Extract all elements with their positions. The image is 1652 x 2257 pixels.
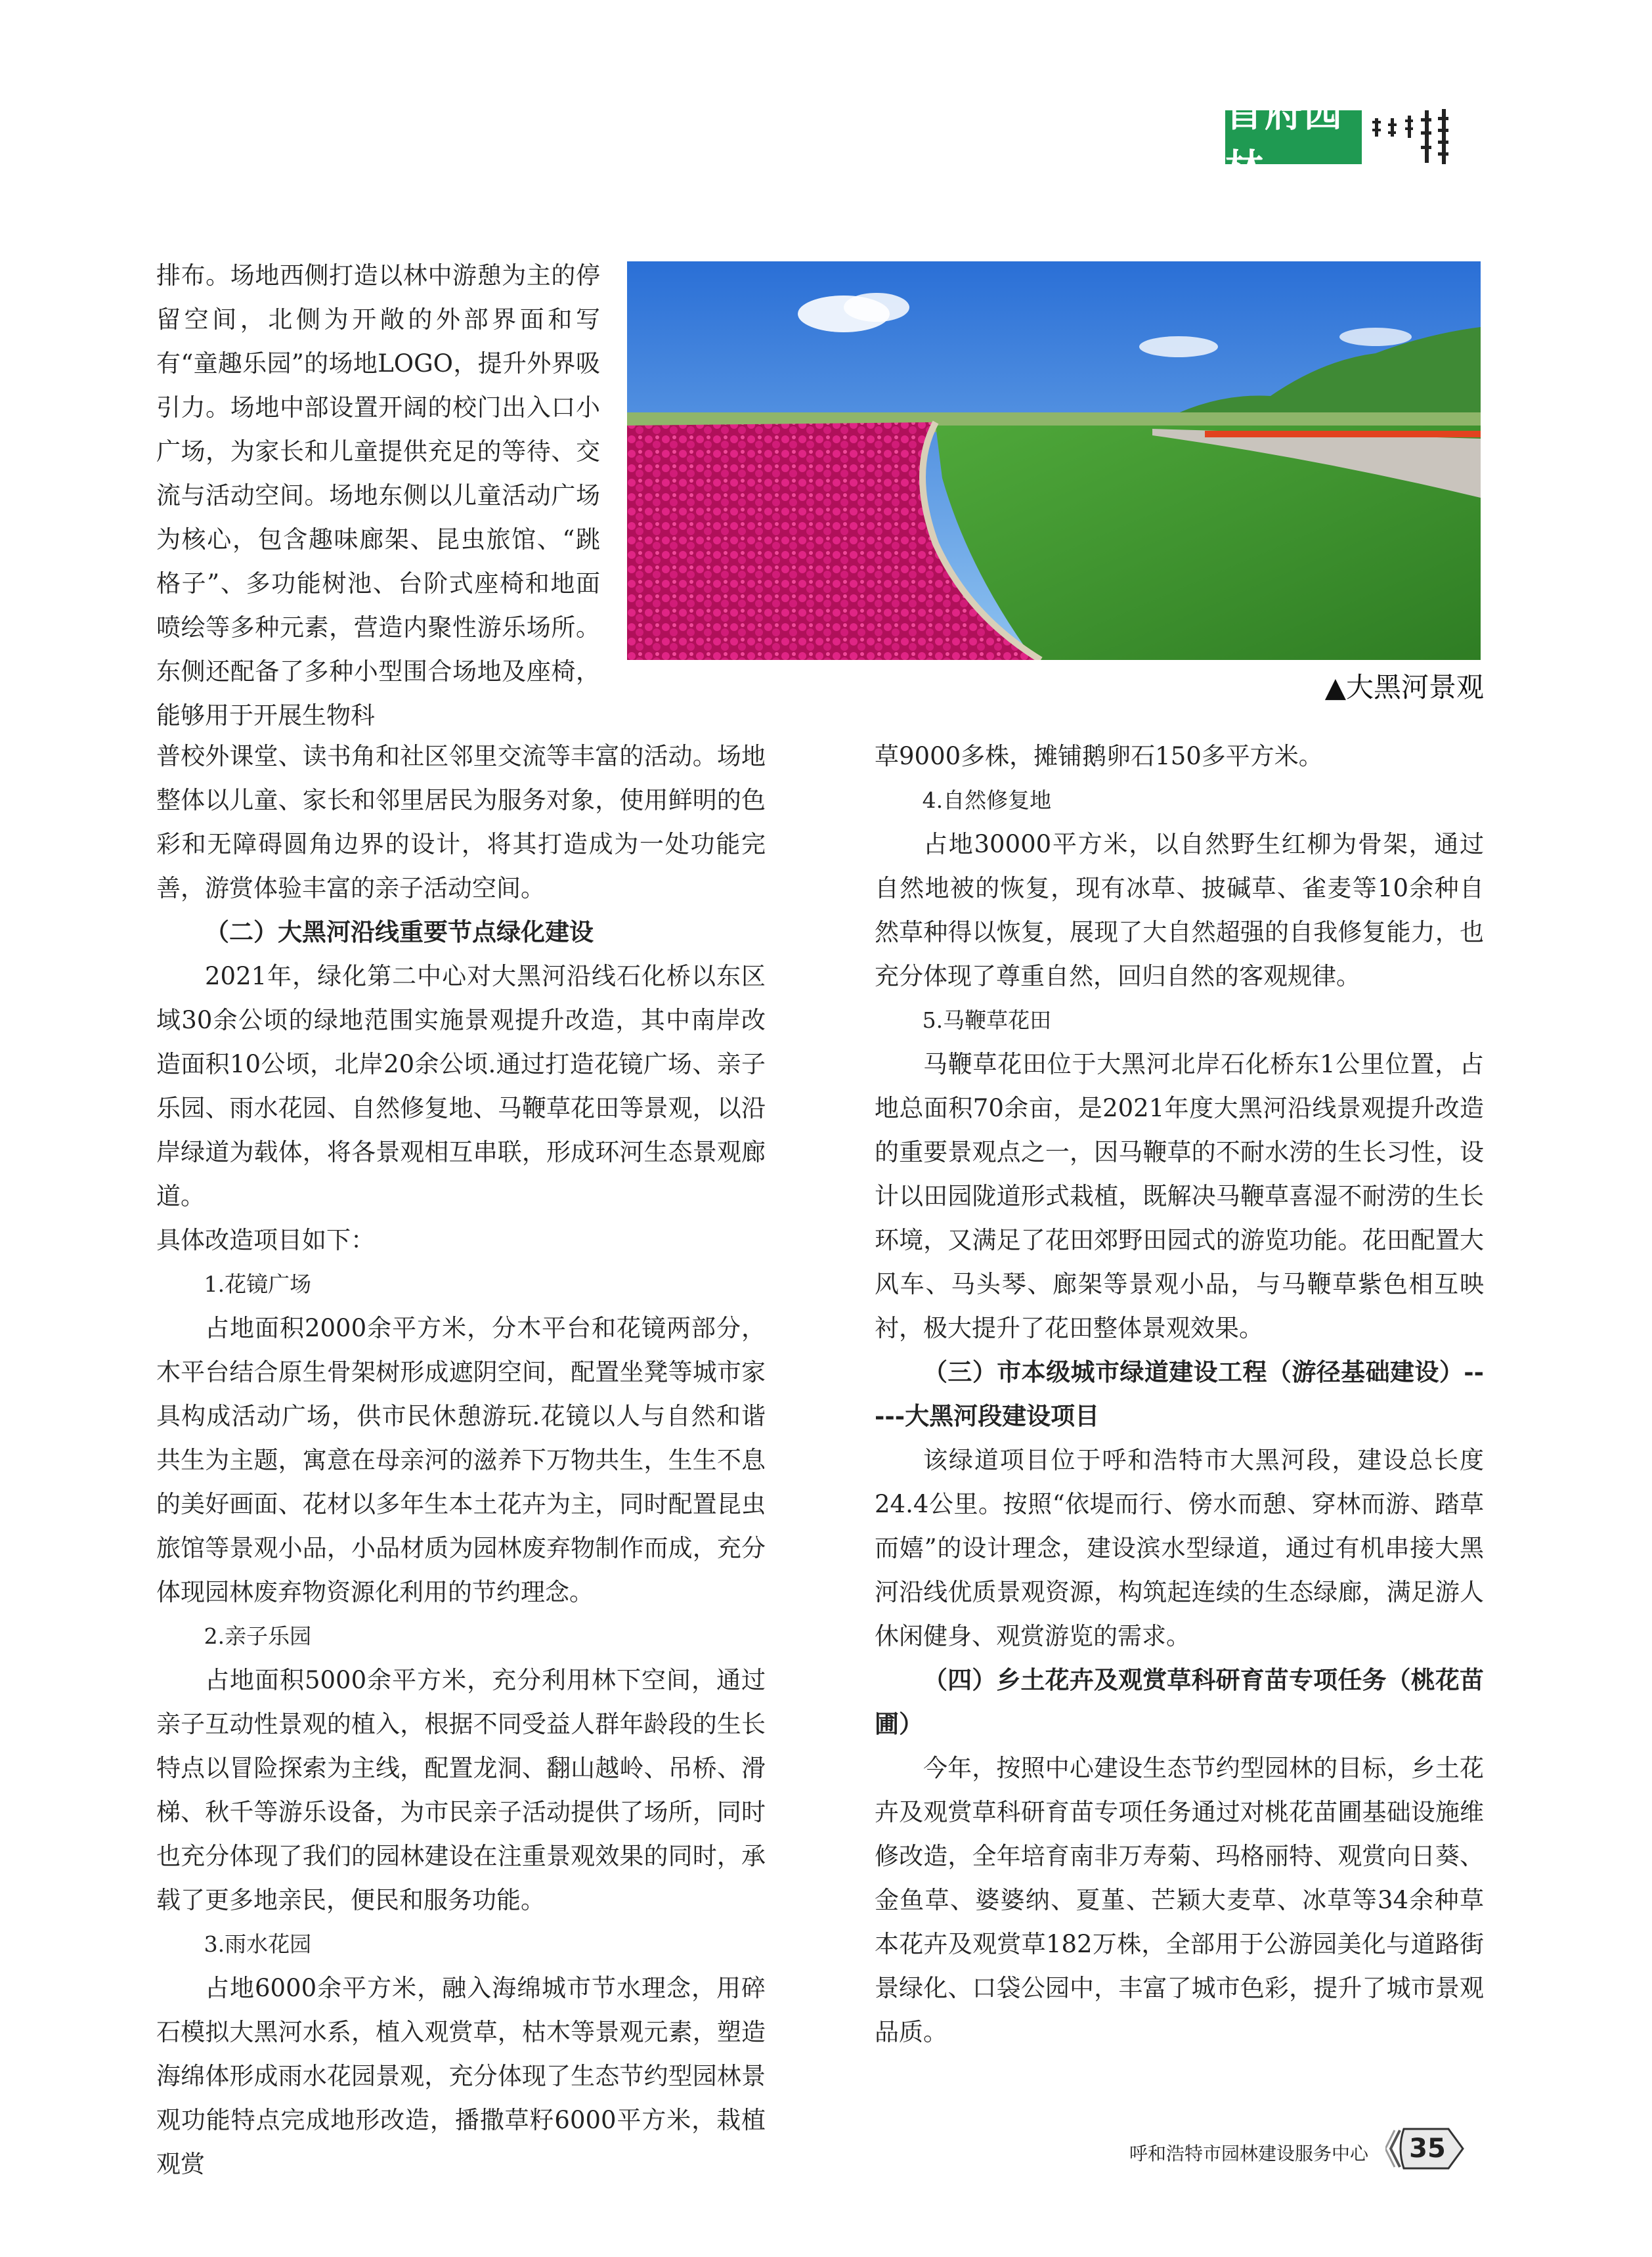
paragraph: 该绿道项目位于呼和浩特市大黑河段，建设总长度24.4公里。按照“依堤而行、傍水而憩、穿林而游、踏草而嬉”的设计理念，建设滨水型绿道，通过有机串接大黑河沿线优质景观资源，构筑起连续的生态绿廊，满足游人休闲健身、观赏游览的需求。 (875, 1446, 1484, 1650)
mongolian-script-logo (1370, 105, 1488, 171)
paragraph: 2021年，绿化第二中心对大黑河沿线石化桥以东区域30余公顷的绿地范围实施景观提升改造，其中南岸改造面积10公顷，北岸20余公顷.通过打造花镜广场、亲子乐园、雨水花园、自然修复地、马鞭草花田等景观，以沿岸绿道为载体，将各景观相互串联，形成环河生态景观廊道。 (156, 962, 766, 1210)
magazine-badge: 首府园林 (1225, 110, 1362, 164)
photo-caption: ▲大黑河景观 (1324, 671, 1484, 703)
section-heading: （四）乡土花卉及观赏草科研育苗专项任务（桃花苗圃） (875, 1665, 1484, 1738)
page-number-badge (1385, 2126, 1467, 2171)
paragraph: 排布。场地西侧打造以林中游憩为主的停留空间，北侧为开敞的外部界面和写有“童趣乐园”的场地LOGO，提升外界吸引力。场地中部设置开阔的校门出入口小广场，为家长和儿童提供充足的等待、交流与活动空间。场地东侧以儿童活动广场为核心，包含趣味廊架、昆虫旅馆、“跳格子”、多功能树池、台阶式座椅和地面喷绘等多种元素，营造内聚性游乐场所。东侧还配备了多种小型围合场地及座椅，能够用于开展生物科 (156, 261, 600, 730)
paragraph: 占地面积2000余平方米，分木平台和花镜两部分，木平台结合原生骨架树形成遮阴空间，配置坐凳等城市家具构成活动广场，供市民休憩游玩.花镜以人与自然和谐共生为主题，寓意在母亲河的滋养下万物共生，生生不息的美好画面、花材以多年生本土花卉为主，同时配置昆虫旅馆等景观小品，小品材质为园林废弃物制作而成，充分体现园林废弃物资源化利用的节约理念。 (156, 1314, 766, 1606)
subsection-heading: 5.马鞭草花田 (922, 1007, 1052, 1033)
section-heading: （三）市本级城市绿道建设工程（游径基础建设）-----大黑河段建设项目 (875, 1357, 1484, 1430)
paragraph: 今年，按照中心建设生态节约型园林的目标，乡土花卉及观赏草科研育苗专项任务通过对桃花苗圃基础设施维修改造，全年培育南非万寿菊、玛格丽特、观赏向日葵、金鱼草、婆婆纳、夏堇、芒颖大麦草、冰草等34余种草本花卉及观赏草182万株，全部用于公游园美化与道路街景绿化、口袋公园中，丰富了城市色彩，提升了城市景观品质。 (875, 1754, 1484, 2046)
paragraph: 马鞭草花田位于大黑河北岸石化桥东1公里位置，占地总面积70余亩，是2021年度大黑河沿线景观提升改造的重要景观点之一，因马鞭草的不耐水涝的生长习性，设计以田园陇道形式栽植，既解决马鞭草喜湿不耐涝的生长环境，又满足了花田郊野田园式的游览功能。花田配置大风车、马头琴、廊架等景观小品，与马鞭草紫色相互映衬，极大提升了花田整体景观效果。 (875, 1050, 1484, 1342)
paragraph: 占地面积5000余平方米，充分利用林下空间，通过亲子互动性景观的植入，根据不同受益人群年龄段的生长特点以冒险探索为主线，配置龙洞、翻山越岭、吊桥、滑梯、秋千等游乐设备，为市民亲子活动提供了场所，同时也充分体现了我们的园林建设在注重景观效果的同时，承载了更多地亲民，便民和服务功能。 (156, 1666, 766, 1914)
page-number: 35 (1409, 2134, 1446, 2164)
footer-organization: 呼和浩特市园林建设服务中心 (1129, 2143, 1369, 2164)
paragraph: 具体改造项目如下： (156, 1226, 375, 1254)
dahei-river-landscape-photo (627, 261, 1481, 660)
section-heading: （二）大黑河沿线重要节点绿化建设 (205, 917, 594, 946)
subsection-heading: 3.雨水花园 (204, 1931, 312, 1957)
subsection-heading: 4.自然修复地 (922, 787, 1052, 813)
subsection-heading: 1.花镜广场 (204, 1271, 312, 1297)
left-column-top (156, 253, 600, 737)
right-column (875, 734, 1484, 2054)
paragraph: 草9000多株，摊铺鹅卵石150多平方米。 (875, 742, 1323, 770)
paragraph: 占地30000平方米，以自然野生红柳为骨架，通过自然地被的恢复，现有冰草、披碱草、雀麦等10余种自然草种得以恢复，展现了大自然超强的自我修复能力，也充分体现了尊重自然，回归自然的客观规律。 (875, 830, 1484, 990)
left-column-bottom (156, 734, 766, 2186)
paragraph: 占地6000余平方米，融入海绵城市节水理念，用碎石模拟大黑河水系，植入观赏草，枯木等景观元素，塑造海绵体形成雨水花园景观，充分体现了生态节约型园林景观功能特点完成地形改造，播撒草籽6000平方米，栽植观赏 (156, 1974, 766, 2178)
paragraph: 普校外课堂、读书角和社区邻里交流等丰富的活动。场地整体以儿童、家长和邻里居民为服务对象，使用鲜明的色彩和无障碍圆角边界的设计，将其打造成为一处功能完善，游赏体验丰富的亲子活动空间。 (156, 742, 766, 902)
subsection-heading: 2.亲子乐园 (204, 1623, 312, 1649)
